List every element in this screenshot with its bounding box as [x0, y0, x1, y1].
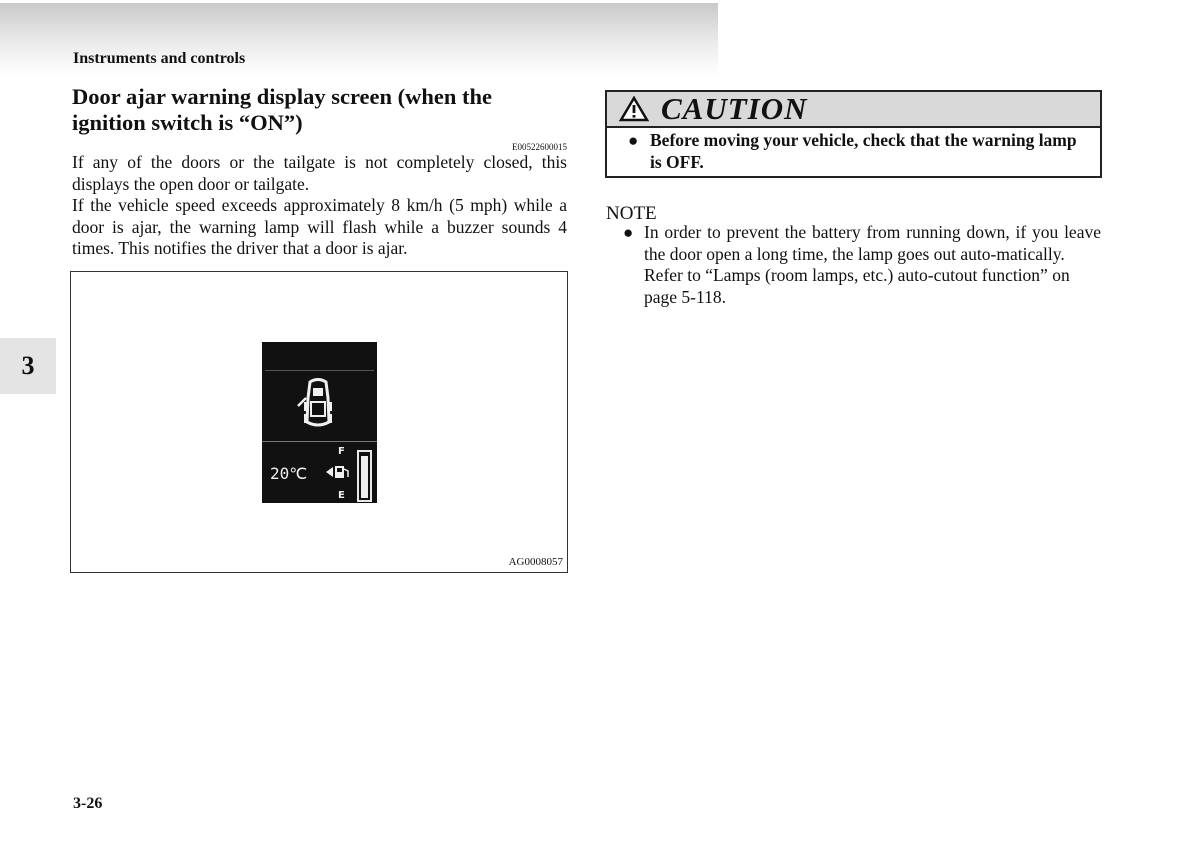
paragraph-speed-warning: If the vehicle speed exceeds approximately 8 km/h (5 mph) while a door is ajar, the warning lamp will flash while a buzzer sounds 4 times. This notifies the driver that a door is ajar. — [72, 195, 567, 258]
fuel-level-bar — [361, 456, 368, 498]
bullet-icon: ● — [623, 223, 634, 242]
section-code: E00522600015 — [512, 142, 567, 152]
note-label: NOTE — [606, 203, 657, 224]
door-ajar-heading: Door ajar warning display screen (when the ignition switch is “ON”) — [72, 84, 493, 135]
car-door-open-icon — [296, 376, 346, 434]
display-top-line — [265, 370, 374, 371]
fuel-pump-icon — [326, 464, 352, 480]
page-number: 3-26 — [73, 795, 103, 812]
warning-triangle-icon — [619, 96, 649, 122]
caution-header — [607, 92, 1100, 128]
note-item — [623, 222, 1101, 308]
instrument-display — [262, 342, 377, 503]
fuel-gauge — [357, 450, 372, 502]
chapter-tab: 3 — [0, 338, 56, 394]
caution-text: Before moving your vehicle, check that the warning lamp is OFF. — [650, 130, 1077, 172]
fuel-full-label: F — [338, 446, 345, 457]
display-figure — [70, 271, 568, 573]
bullet-icon: ● — [628, 131, 639, 150]
paragraph-open-door: If any of the doors or the tailgate is not completely closed, this displays the open door or tailgate. — [72, 152, 567, 194]
caution-title: CAUTION — [661, 91, 808, 126]
caution-item — [607, 128, 1100, 173]
figure-code: AG0008057 — [508, 556, 563, 568]
left-column — [72, 84, 567, 260]
caution-box — [605, 90, 1102, 178]
section-title: Instruments and controls — [73, 50, 246, 67]
temperature-readout: 20℃ — [270, 464, 308, 483]
note-text: In order to prevent the battery from running down, if you leave the door open a long time, the lamp goes out auto-matically. — [644, 222, 1101, 264]
fuel-empty-label: E — [338, 490, 345, 501]
display-divider — [262, 441, 377, 442]
note-reference: Refer to “Lamps (room lamps, etc.) auto-cutout function” on page 5-118. — [644, 265, 1070, 307]
